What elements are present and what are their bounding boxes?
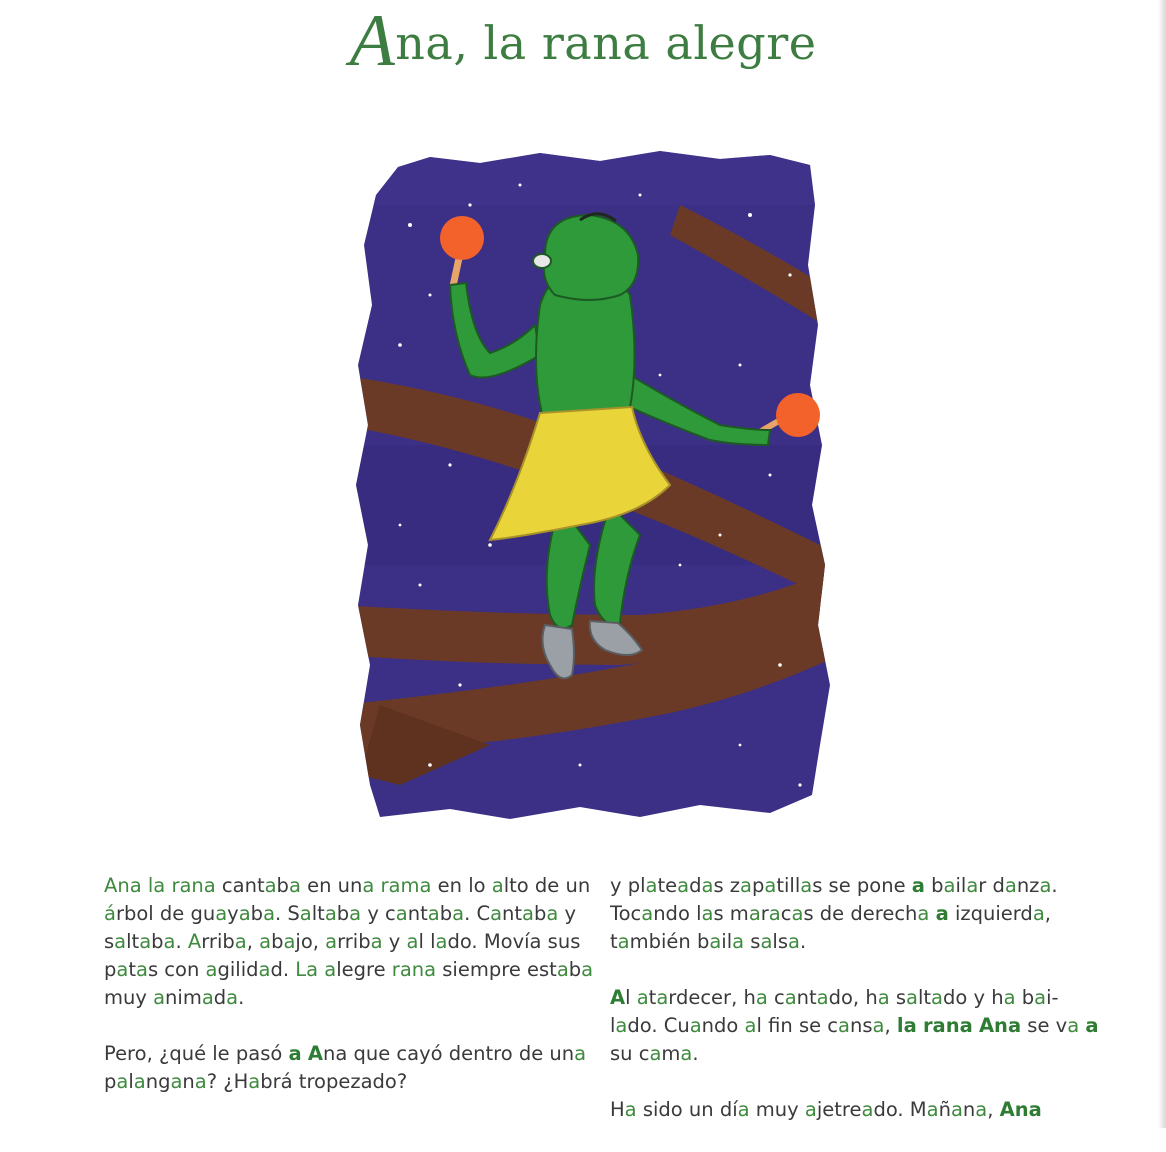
text-segment: a bbox=[116, 1070, 129, 1093]
text-segment: c bbox=[767, 986, 785, 1009]
text-segment: a bbox=[581, 958, 594, 981]
text-segment: rama bbox=[380, 874, 432, 897]
text-segment: b bbox=[276, 874, 289, 897]
text-segment: ng bbox=[145, 1070, 171, 1093]
text-segment: a bbox=[755, 986, 768, 1009]
text-segment: a bbox=[452, 902, 465, 925]
text-segment: mbién b bbox=[629, 930, 710, 953]
text-segment: a bbox=[258, 958, 271, 981]
text-segment: t bbox=[648, 986, 657, 1009]
text-segment: a bbox=[615, 1014, 628, 1037]
text-segment: a bbox=[259, 930, 272, 953]
text-segment: l bbox=[128, 1070, 134, 1093]
text-segment: ls bbox=[772, 930, 788, 953]
text-segment: a bbox=[791, 902, 804, 925]
text-segment: a bbox=[1034, 986, 1047, 1009]
text-segment: a bbox=[1067, 1014, 1080, 1037]
text-segment: b bbox=[924, 874, 944, 897]
text-segment: do y h bbox=[943, 986, 1004, 1009]
text-segment: s bbox=[744, 930, 761, 953]
text-segment: a bbox=[935, 902, 949, 925]
text-segment: izquierd bbox=[948, 902, 1033, 925]
text-segment: a bbox=[917, 902, 930, 925]
text-segment: cant bbox=[215, 874, 265, 897]
text-segment: a bbox=[491, 874, 504, 897]
text-segment: a bbox=[234, 930, 247, 953]
text-segment: A bbox=[307, 1042, 323, 1065]
text-segment: se v bbox=[1021, 1014, 1068, 1037]
text-segment: rana bbox=[922, 1014, 973, 1037]
text-segment: a bbox=[1003, 986, 1016, 1009]
text-segment: rdecer, h bbox=[668, 986, 756, 1009]
text-segment: a bbox=[263, 902, 276, 925]
text-segment: b bbox=[250, 902, 264, 925]
text-segment: a bbox=[617, 930, 630, 953]
text-segment: a bbox=[709, 930, 722, 953]
text-segment: a bbox=[435, 930, 448, 953]
text-segment: a bbox=[114, 930, 127, 953]
text-segment: a bbox=[264, 874, 277, 897]
text-segment: ndo l bbox=[653, 902, 702, 925]
text-segment: il bbox=[721, 930, 733, 953]
text-segment: a bbox=[395, 902, 408, 925]
paragraph-5 bbox=[610, 1096, 1100, 1124]
text-segment: a bbox=[624, 1098, 637, 1121]
text-segment: a bbox=[906, 986, 918, 1009]
text-segment: a bbox=[1039, 874, 1052, 897]
text-segment: y bbox=[382, 930, 407, 953]
text-segment: rbol de gu bbox=[115, 902, 216, 925]
text-segment: a bbox=[872, 1014, 885, 1037]
text-segment: nz bbox=[1016, 874, 1040, 897]
text-segment: a bbox=[760, 930, 773, 953]
text-segment: n bbox=[962, 1098, 976, 1121]
text-segment: a bbox=[136, 958, 148, 981]
title-drop-initial: A bbox=[349, 0, 396, 82]
text-segment: la bbox=[896, 1014, 917, 1037]
paragraph-1 bbox=[104, 872, 594, 1012]
text-segment: a bbox=[370, 930, 383, 953]
text-segment: l l bbox=[418, 930, 436, 953]
text-segment: a bbox=[556, 958, 569, 981]
text-segment: b bbox=[534, 902, 547, 925]
text-segment: a bbox=[1032, 902, 1045, 925]
text-segment: r d bbox=[978, 874, 1005, 897]
text-segment: Ana bbox=[978, 1014, 1022, 1037]
text-segment: lt bbox=[311, 902, 325, 925]
text-segment: d. bbox=[270, 958, 296, 981]
text-segment: . Toc bbox=[610, 874, 1058, 925]
text-segment: a bbox=[238, 902, 251, 925]
text-segment: do. M bbox=[873, 1098, 927, 1121]
text-segment: r bbox=[760, 902, 769, 925]
text-segment: y bbox=[227, 902, 239, 925]
text-segment: rrib bbox=[337, 930, 371, 953]
text-segment: a bbox=[656, 986, 669, 1009]
text-segment: a bbox=[744, 1014, 757, 1037]
text-segment: á bbox=[104, 902, 116, 925]
text-segment: a bbox=[740, 874, 752, 897]
text-segment: a bbox=[677, 874, 690, 897]
text-segment: sido un dí bbox=[636, 1098, 738, 1121]
text-segment: A bbox=[610, 986, 626, 1009]
text-segment: t bbox=[128, 958, 136, 981]
text-segment: ñ bbox=[938, 1098, 951, 1121]
text-segment: ? ¿H bbox=[206, 1070, 249, 1093]
text-segment: nt bbox=[796, 986, 817, 1009]
text-segment: s se pone bbox=[812, 874, 912, 897]
text-segment: a bbox=[787, 930, 800, 953]
text-segment: . bbox=[692, 1042, 699, 1065]
text-segment: a bbox=[194, 1070, 207, 1093]
text-segment: a bbox=[324, 902, 337, 925]
text-segment: b bbox=[151, 930, 164, 953]
text-segment: a bbox=[153, 986, 166, 1009]
text-segment: a bbox=[816, 986, 829, 1009]
text-segment: p bbox=[104, 1070, 117, 1093]
text-segment: . bbox=[799, 930, 807, 953]
text-segment: su c bbox=[610, 1042, 650, 1065]
text-segment: a bbox=[950, 1098, 963, 1121]
text-segment: a bbox=[490, 902, 503, 925]
text-segment: a bbox=[226, 986, 239, 1009]
text-segment: a bbox=[205, 958, 218, 981]
text-segment: n bbox=[182, 1070, 195, 1093]
text-segment: en un bbox=[300, 874, 363, 897]
text-segment: d bbox=[213, 986, 227, 1009]
text-segment: nim bbox=[165, 986, 202, 1009]
text-segment: a bbox=[283, 930, 296, 953]
text-segment: a bbox=[877, 986, 890, 1009]
text-segment: jetre bbox=[816, 1098, 862, 1121]
text-segment: a bbox=[215, 902, 228, 925]
text-segment: do. Movía sus p bbox=[104, 930, 581, 981]
frog-illustration-svg bbox=[340, 145, 860, 845]
text-segment: rrib bbox=[201, 930, 235, 953]
paragraph-4 bbox=[610, 984, 1100, 1068]
text-segment: a bbox=[943, 874, 956, 897]
text-segment: d bbox=[689, 874, 702, 897]
text-segment: a bbox=[349, 902, 362, 925]
text-segment: a bbox=[163, 930, 176, 953]
text-segment: na que cayó dentro de un bbox=[322, 1042, 575, 1065]
text-segment: c bbox=[780, 902, 792, 925]
text-segment: rana bbox=[391, 958, 437, 981]
text-segment: a bbox=[737, 1098, 750, 1121]
text-segment: s bbox=[889, 986, 907, 1009]
text-segment: b bbox=[336, 902, 350, 925]
text-segment: s m bbox=[713, 902, 749, 925]
text-segment: a bbox=[645, 874, 658, 897]
text-segment: lto de un bbox=[503, 874, 591, 897]
text-segment: y c bbox=[361, 902, 396, 925]
text-segment: a bbox=[133, 1070, 146, 1093]
text-segment: muy bbox=[749, 1098, 805, 1121]
text-segment: . C bbox=[464, 902, 491, 925]
text-segment: a bbox=[248, 1070, 261, 1093]
text-segment: a bbox=[680, 1042, 693, 1065]
text-segment: en lo bbox=[431, 874, 492, 897]
text-segment: b bbox=[1015, 986, 1035, 1009]
text-segment: a bbox=[931, 986, 943, 1009]
text-segment: a bbox=[641, 902, 654, 925]
text-segment: Ana bbox=[104, 874, 142, 897]
text-segment: , t bbox=[610, 902, 1051, 953]
text-segment: H bbox=[610, 1098, 625, 1121]
text-segment: a bbox=[768, 902, 781, 925]
text-segment: siempre est bbox=[436, 958, 557, 981]
text-segment: till bbox=[776, 874, 801, 897]
text-segment: il bbox=[955, 874, 967, 897]
text-segment: a bbox=[701, 902, 714, 925]
text-segment: a bbox=[139, 930, 152, 953]
text-segment: a bbox=[838, 1014, 850, 1037]
text-segment: gilid bbox=[217, 958, 259, 981]
text-segment: a bbox=[325, 930, 338, 953]
text-segment: ns bbox=[850, 1014, 873, 1037]
page-edge-shadow bbox=[1158, 0, 1166, 1128]
text-segment: y pl bbox=[610, 874, 646, 897]
text-segment: b bbox=[568, 958, 582, 981]
text-segment: s de derech bbox=[803, 902, 918, 925]
text-segment: a bbox=[732, 930, 745, 953]
text-segment: y s bbox=[104, 902, 577, 953]
text-segment: Pero, ¿qué le pasó bbox=[104, 1042, 289, 1065]
text-segment: a bbox=[689, 1014, 702, 1037]
text-segment: l fin se c bbox=[756, 1014, 839, 1037]
text-segment: a bbox=[764, 874, 777, 897]
text-segment: nt bbox=[407, 902, 428, 925]
text-segment: A bbox=[187, 930, 202, 953]
story-column-right bbox=[610, 872, 1100, 1152]
text-segment: , bbox=[246, 930, 260, 953]
text-segment: a bbox=[800, 874, 813, 897]
text-segment: a bbox=[574, 1042, 587, 1065]
text-segment: a bbox=[966, 874, 979, 897]
text-segment: p bbox=[752, 874, 765, 897]
text-segment: a bbox=[649, 1042, 662, 1065]
text-segment: a bbox=[784, 986, 797, 1009]
text-segment: a bbox=[701, 874, 714, 897]
text-segment: a bbox=[926, 1098, 939, 1121]
text-segment: s z bbox=[713, 874, 741, 897]
text-segment: Ana bbox=[999, 1098, 1042, 1121]
text-segment: , bbox=[884, 1014, 897, 1037]
text-segment: a bbox=[911, 874, 925, 897]
text-segment: s con bbox=[147, 958, 206, 981]
text-segment: brá tropezado? bbox=[260, 1070, 408, 1093]
text-segment: i-l bbox=[610, 986, 1059, 1037]
story-column-left bbox=[104, 872, 594, 1124]
text-segment: a bbox=[1085, 1014, 1099, 1037]
text-segment: a bbox=[299, 902, 312, 925]
text-segment: a bbox=[1004, 874, 1017, 897]
text-segment: la bbox=[147, 874, 166, 897]
text-segment: do. Cu bbox=[627, 1014, 690, 1037]
text-segment: a bbox=[804, 1098, 817, 1121]
text-segment: jo, bbox=[295, 930, 326, 953]
paragraph-2 bbox=[104, 1040, 594, 1096]
text-segment: ndo bbox=[701, 1014, 745, 1037]
text-segment: , bbox=[987, 1098, 1000, 1121]
text-segment: lt bbox=[126, 930, 140, 953]
text-segment: . S bbox=[275, 902, 300, 925]
text-segment: a bbox=[546, 902, 559, 925]
paragraph-3 bbox=[610, 872, 1100, 956]
title-text: na, la rana alegre bbox=[395, 16, 817, 70]
text-segment: b bbox=[439, 902, 453, 925]
text-segment: La bbox=[295, 958, 319, 981]
text-segment: a bbox=[427, 902, 440, 925]
text-segment: m bbox=[661, 1042, 681, 1065]
text-segment: do, h bbox=[828, 986, 878, 1009]
text-segment: a bbox=[975, 1098, 988, 1121]
text-segment: . bbox=[238, 986, 245, 1009]
text-segment: a bbox=[406, 930, 419, 953]
text-segment: rana bbox=[171, 874, 216, 897]
text-segment: muy bbox=[104, 986, 154, 1009]
text-segment: b bbox=[271, 930, 284, 953]
text-segment: a bbox=[522, 902, 534, 925]
text-segment: a bbox=[748, 902, 761, 925]
text-segment: a bbox=[201, 986, 214, 1009]
text-segment: a bbox=[170, 1070, 183, 1093]
text-segment: . bbox=[175, 930, 188, 953]
text-segment: a bbox=[324, 958, 337, 981]
text-segment: a bbox=[116, 958, 129, 981]
text-segment: lt bbox=[917, 986, 932, 1009]
text-segment: a bbox=[362, 874, 375, 897]
text-segment: a bbox=[288, 1042, 302, 1065]
text-segment: a bbox=[861, 1098, 874, 1121]
text-segment: a bbox=[636, 986, 649, 1009]
text-segment: legre bbox=[336, 958, 392, 981]
text-segment: te bbox=[657, 874, 678, 897]
frog-illustration bbox=[340, 145, 860, 845]
text-segment: a bbox=[288, 874, 301, 897]
story-title bbox=[0, 0, 1166, 82]
text-segment: l bbox=[625, 986, 637, 1009]
text-segment: nt bbox=[502, 902, 523, 925]
